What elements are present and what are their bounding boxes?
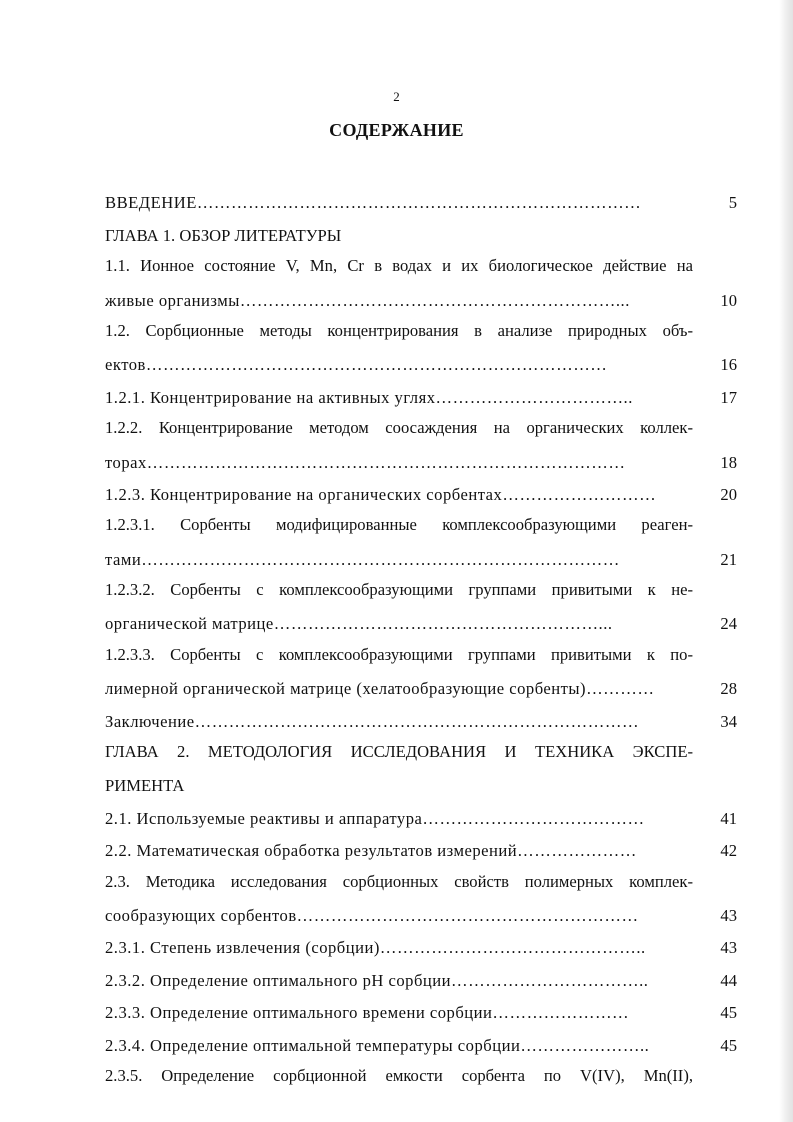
page-number: 2: [393, 89, 400, 104]
toc-entry-text: торах…………………………………………………………………………: [105, 452, 626, 472]
toc-entry-text: 2.3. Методика исследования сорбционных свойств полимерных комплек-: [105, 871, 693, 891]
page-title: СОДЕРЖАНИЕ: [329, 120, 464, 140]
toc-entry-2-3: [105, 861, 737, 893]
toc-entry-text: 1.2.3.2. Сорбенты с комплексообразующими группами привитыми к не-: [105, 580, 693, 600]
toc-entry-1-2-3-2: [105, 570, 737, 602]
toc-entry-text: ГЛАВА 1. ОБЗОР ЛИТЕРАТУРЫ: [105, 225, 342, 245]
toc-entry-page: 28: [720, 679, 737, 699]
toc-entry-1-2-3-3-cont: [105, 667, 737, 699]
toc-entry-page: 44: [720, 970, 737, 990]
toc-entry-2-3-2: [105, 958, 737, 990]
toc-entry-text: ГЛАВА 2. МЕТОДОЛОГИЯ ИССЛЕДОВАНИЯ И ТЕХНИКА ЭКСПЕ-: [105, 742, 693, 762]
toc-entry-2-3-cont: [105, 894, 737, 926]
toc-entry-1-1: [105, 246, 737, 278]
toc-entry-text: 1.2.2. Концентрирование методом соосаждения на органических коллек-: [105, 418, 693, 438]
toc-entry-introduction: [105, 181, 737, 213]
toc-entry-page: 18: [720, 452, 737, 472]
toc-entry-page: 20: [720, 484, 737, 504]
toc-entry-text: ектов………………………………………………………………………: [105, 355, 608, 375]
toc-entry-page: 16: [720, 355, 737, 375]
toc-entry-text: 2.2. Математическая обработка результатов измерений…………………: [105, 841, 637, 861]
scan-edge-shadow: [779, 0, 793, 1122]
toc-entry-1-2-2: [105, 408, 737, 440]
toc-entry-text: РИМЕНТА: [105, 776, 185, 796]
toc-entry-chapter-2: [105, 732, 737, 764]
toc-entry-1-2-3-1: [105, 505, 737, 537]
toc-entry-text: сообразующих сорбентов……………………………………………………: [105, 905, 639, 925]
toc-entry-chapter-1: [105, 213, 737, 245]
toc-entry-page: 41: [720, 808, 737, 828]
toc-entry-2-3-1: [105, 926, 737, 958]
toc-entry-text: 2.3.5. Определение сорбционной емкости сорбента по V(IV), Mn(II),: [105, 1065, 693, 1085]
toc-entry-page: 17: [720, 387, 737, 407]
toc-entry-2-1: [105, 796, 737, 828]
toc-entry-1-2-cont: [105, 343, 737, 375]
toc-entry-page: 5: [728, 193, 737, 213]
toc-entry-page: 10: [720, 290, 737, 310]
toc-entry-text: 2.1. Используемые реактивы и аппаратура…………………………………: [105, 808, 645, 828]
toc-entry-1-2-3: [105, 473, 737, 505]
toc-entry-2-3-5: [105, 1056, 737, 1088]
toc-entry-1-2-2-cont: [105, 440, 737, 472]
toc-entry-page: 45: [720, 1003, 737, 1023]
toc-entry-1-2-3-1-cont: [105, 537, 737, 569]
toc-entry-text: органической матрице…………………………………………………...: [105, 614, 613, 634]
toc-entry-text: 1.1. Ионное состояние V, Mn, Cr в водах и их биологическое действие на: [105, 256, 693, 276]
toc-entry-page: 21: [720, 549, 737, 569]
toc-entry-2-3-4: [105, 1023, 737, 1055]
toc-entry-text: 2.3.4. Определение оптимальной температуры сорбции…………………..: [105, 1035, 650, 1055]
toc-entry-text: 2.3.3. Определение оптимального времени сорбции……………………: [105, 1003, 630, 1023]
toc-entry-text: 1.2.3.1. Сорбенты модифицированные комплексообразующими реаген-: [105, 515, 693, 535]
toc-entry-1-2-3-2-cont: [105, 602, 737, 634]
toc-entry-text: 1.2.3. Концентрирование на органических сорбентах………………………: [105, 484, 657, 504]
table-of-contents: [105, 181, 737, 1088]
toc-entry-page: 24: [720, 614, 737, 634]
toc-entry-page: 43: [720, 938, 737, 958]
toc-entry-text: 1.2.1. Концентрирование на активных углях……………………………..: [105, 387, 633, 407]
toc-entry-2-3-3: [105, 991, 737, 1023]
toc-entry-conclusion: [105, 699, 737, 731]
toc-entry-1-2-3-3: [105, 634, 737, 666]
toc-entry-page: 45: [720, 1035, 737, 1055]
toc-entry-chapter-2-cont: [105, 764, 737, 796]
toc-entry-page: 42: [720, 841, 737, 861]
toc-entry-page: 43: [720, 905, 737, 925]
toc-entry-text: 2.3.2. Определение оптимального pH сорбции……………………………..: [105, 970, 649, 990]
toc-entry-text: ВВЕДЕНИЕ……………………………………………………………………: [105, 193, 642, 213]
toc-entry-2-2: [105, 829, 737, 861]
toc-entry-1-2-1: [105, 375, 737, 407]
toc-entry-text: лимерной органической матрице (хелатообразующие сорбенты)…………: [105, 679, 655, 699]
toc-entry-text: 2.3.1. Степень извлечения (сорбции)………………………………………..: [105, 938, 646, 958]
toc-entry-text: тами…………………………………………………………………………: [105, 549, 620, 569]
toc-entry-text: 1.2. Сорбционные методы концентрирования в анализе природных объ-: [105, 320, 693, 340]
toc-entry-page: 34: [720, 711, 737, 731]
toc-entry-text: 1.2.3.3. Сорбенты с комплексообразующими группами привитыми к по-: [105, 644, 693, 664]
toc-entry-1-1-cont: [105, 278, 737, 310]
toc-entry-1-2: [105, 311, 737, 343]
toc-entry-text: живые организмы…………………………………………………………...: [105, 290, 630, 310]
toc-entry-text: Заключение……………………………………………………………………: [105, 711, 640, 731]
